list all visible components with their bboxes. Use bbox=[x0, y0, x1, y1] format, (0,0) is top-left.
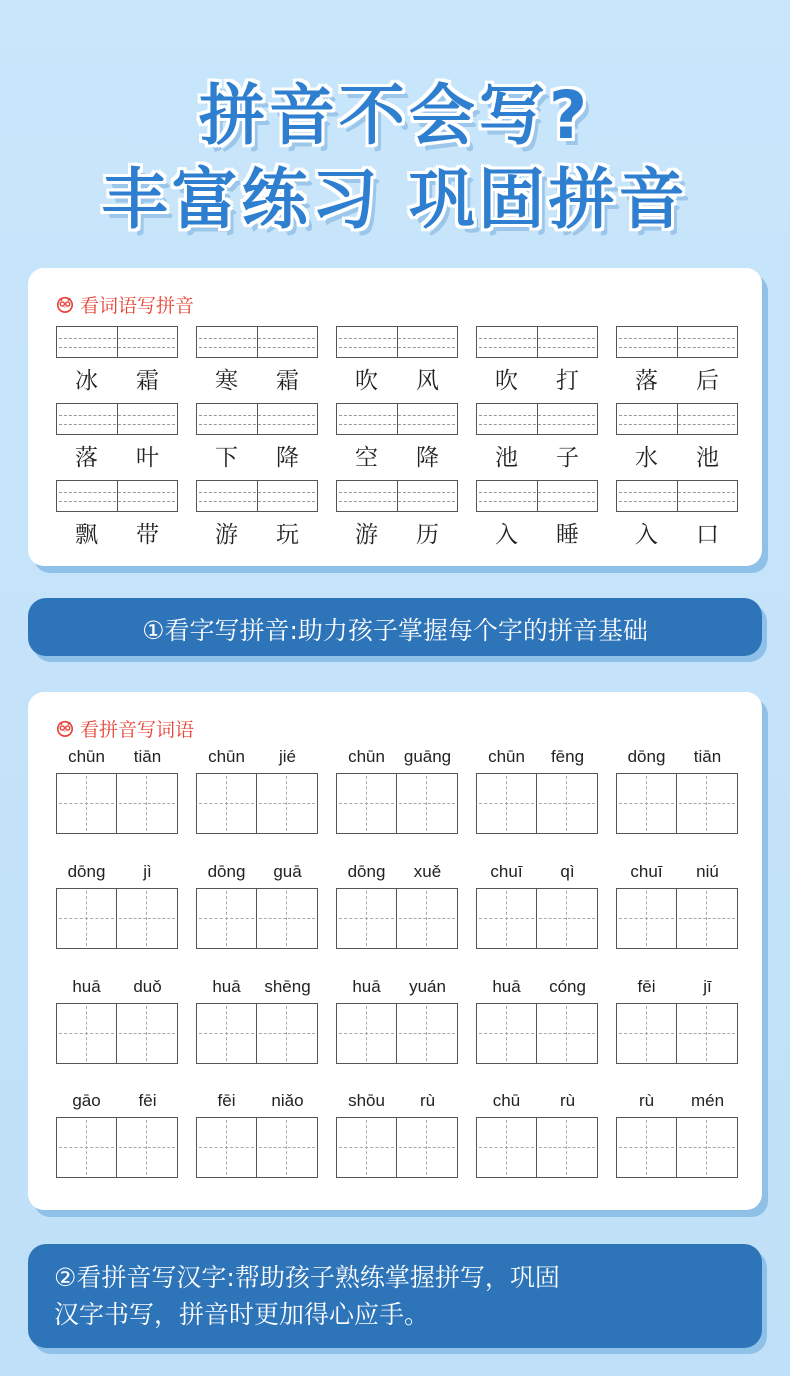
tianzige-writing-box[interactable] bbox=[476, 1003, 537, 1064]
tianzige-writing-box[interactable] bbox=[677, 773, 738, 834]
hanzi-character: 落 bbox=[635, 368, 658, 394]
hanzi-character: 霜 bbox=[276, 368, 299, 394]
pinyin-label: chūn bbox=[488, 747, 525, 766]
tianzige-writing-box[interactable] bbox=[117, 888, 178, 949]
tianzige-writing-box[interactable] bbox=[117, 1003, 178, 1064]
pinyin-label: duǒ bbox=[133, 977, 162, 996]
tianzige-writing-box[interactable] bbox=[616, 1117, 677, 1178]
owl-icon bbox=[56, 719, 74, 737]
tianzige-writing-box[interactable] bbox=[397, 1117, 458, 1178]
pinyin-label: mén bbox=[690, 1091, 725, 1110]
tianzige-writing-box[interactable] bbox=[336, 773, 397, 834]
pinyin-label: xuě bbox=[413, 862, 442, 881]
hanzi-character: 游 bbox=[215, 522, 238, 548]
tianzige-writing-box[interactable] bbox=[476, 1117, 537, 1178]
hanzi-character: 口 bbox=[696, 522, 719, 548]
pinyin-label: huā bbox=[72, 977, 101, 996]
hanzi-character: 降 bbox=[276, 445, 299, 471]
pinyin-label: dōng bbox=[67, 862, 106, 881]
hanzi-character: 玩 bbox=[276, 522, 299, 548]
pinyin-label: chuī bbox=[490, 862, 523, 881]
tianzige-writing-box[interactable] bbox=[117, 1117, 178, 1178]
tianzige-writing-box[interactable] bbox=[537, 1003, 598, 1064]
hanzi-character: 池 bbox=[495, 445, 518, 471]
pinyin-label: chūn bbox=[208, 747, 245, 766]
pinyin-label: shēng bbox=[264, 977, 311, 996]
pinyin-label: dōng bbox=[627, 747, 666, 766]
hanzi-character: 冰 bbox=[75, 368, 98, 394]
hanzi-character: 落 bbox=[75, 445, 98, 471]
pinyin-label: chū bbox=[492, 1091, 521, 1110]
look-word-write-pinyin-card bbox=[28, 268, 762, 566]
pinyin-label: niǎo bbox=[271, 1091, 304, 1110]
pinyin-label: fēng bbox=[550, 747, 585, 766]
tianzige-writing-box[interactable] bbox=[397, 1003, 458, 1064]
hanzi-character: 吹 bbox=[355, 368, 378, 394]
tianzige-writing-box[interactable] bbox=[56, 1003, 117, 1064]
pinyin-label: dōng bbox=[207, 862, 246, 881]
hanzi-character: 游 bbox=[355, 522, 378, 548]
tianzige-writing-box[interactable] bbox=[476, 773, 537, 834]
hanzi-character: 寒 bbox=[215, 368, 238, 394]
tianzige-writing-box[interactable] bbox=[677, 1003, 738, 1064]
hanzi-character: 叶 bbox=[136, 445, 159, 471]
tianzige-writing-box[interactable] bbox=[677, 1117, 738, 1178]
hanzi-character: 后 bbox=[696, 368, 719, 394]
pinyin-label: rù bbox=[559, 1091, 576, 1110]
pinyin-writing-box[interactable] bbox=[56, 403, 178, 435]
hanzi-character: 池 bbox=[696, 445, 719, 471]
tianzige-writing-box[interactable] bbox=[336, 888, 397, 949]
section-title-text: 看拼音写词语 bbox=[80, 718, 195, 741]
tianzige-writing-box[interactable] bbox=[257, 1117, 318, 1178]
pinyin-label: huā bbox=[352, 977, 381, 996]
hanzi-character: 睡 bbox=[556, 522, 579, 548]
tianzige-writing-box[interactable] bbox=[196, 1117, 257, 1178]
tianzige-writing-box[interactable] bbox=[56, 773, 117, 834]
banner-text bbox=[54, 1259, 560, 1333]
tianzige-writing-box[interactable] bbox=[56, 888, 117, 949]
pinyin-label: dōng bbox=[347, 862, 386, 881]
pinyin-label: qì bbox=[560, 862, 575, 881]
tianzige-writing-box[interactable] bbox=[537, 1117, 598, 1178]
pinyin-writing-box[interactable] bbox=[56, 326, 178, 358]
tianzige-writing-box[interactable] bbox=[677, 888, 738, 949]
tianzige-writing-box[interactable] bbox=[336, 1003, 397, 1064]
hanzi-character: 入 bbox=[495, 522, 518, 548]
tianzige-writing-box[interactable] bbox=[616, 773, 677, 834]
pinyin-label: shōu bbox=[348, 1091, 385, 1110]
pinyin-writing-box[interactable] bbox=[336, 480, 458, 512]
hanzi-character: 入 bbox=[635, 522, 658, 548]
pinyin-label: niú bbox=[696, 862, 719, 881]
tianzige-writing-box[interactable] bbox=[117, 773, 178, 834]
hanzi-character: 吹 bbox=[495, 368, 518, 394]
pinyin-label: tiān bbox=[133, 747, 162, 766]
pinyin-label: gāo bbox=[72, 1091, 101, 1110]
pinyin-writing-box[interactable] bbox=[196, 326, 318, 358]
hanzi-character: 霜 bbox=[136, 368, 159, 394]
pinyin-label: fēi bbox=[637, 977, 656, 996]
pinyin-label: rù bbox=[638, 1091, 655, 1110]
pinyin-label: guāng bbox=[403, 747, 452, 766]
section-title bbox=[56, 292, 194, 316]
pinyin-writing-box[interactable] bbox=[336, 403, 458, 435]
pinyin-label: jié bbox=[278, 747, 296, 766]
pinyin-writing-box[interactable] bbox=[56, 480, 178, 512]
hanzi-character: 空 bbox=[355, 445, 378, 471]
pinyin-label: fēi bbox=[217, 1091, 236, 1110]
tianzige-writing-box[interactable] bbox=[257, 773, 318, 834]
headline-line-2: 丰富练习 巩固拼音 bbox=[101, 161, 689, 238]
pinyin-label: cóng bbox=[549, 977, 586, 996]
pinyin-writing-box[interactable] bbox=[196, 480, 318, 512]
tianzige-writing-box[interactable] bbox=[257, 1003, 318, 1064]
feature-banner-2 bbox=[28, 1244, 762, 1348]
hanzi-character: 下 bbox=[215, 445, 238, 471]
pinyin-writing-box[interactable] bbox=[616, 403, 738, 435]
tianzige-writing-box[interactable] bbox=[616, 888, 677, 949]
tianzige-writing-box[interactable] bbox=[616, 1003, 677, 1064]
banner-text: ①看字写拼音:助力孩子掌握每个字的拼音基础 bbox=[142, 616, 648, 645]
hanzi-character: 水 bbox=[635, 445, 658, 471]
tianzige-writing-box[interactable] bbox=[537, 773, 598, 834]
pinyin-writing-box[interactable] bbox=[616, 326, 738, 358]
tianzige-writing-box[interactable] bbox=[257, 888, 318, 949]
tianzige-writing-box[interactable] bbox=[196, 773, 257, 834]
tianzige-writing-box[interactable] bbox=[56, 1117, 117, 1178]
tianzige-writing-box[interactable] bbox=[537, 888, 598, 949]
feature-banner-1 bbox=[28, 598, 762, 656]
pinyin-writing-box[interactable] bbox=[476, 480, 598, 512]
hanzi-character: 风 bbox=[416, 368, 439, 394]
banner-line-2: 汉字书写，拼音时更加得心应手。 bbox=[54, 1300, 430, 1329]
owl-icon bbox=[56, 295, 74, 313]
pinyin-writing-box[interactable] bbox=[196, 403, 318, 435]
pinyin-label: jī bbox=[703, 977, 712, 996]
pinyin-label: chuī bbox=[630, 862, 663, 881]
pinyin-label: yuán bbox=[409, 977, 446, 996]
hanzi-character: 子 bbox=[556, 445, 579, 471]
pinyin-writing-box[interactable] bbox=[476, 326, 598, 358]
pinyin-label: guā bbox=[273, 862, 302, 881]
pinyin-label: huā bbox=[492, 977, 521, 996]
hanzi-character: 降 bbox=[416, 445, 439, 471]
tianzige-writing-box[interactable] bbox=[196, 888, 257, 949]
tianzige-writing-box[interactable] bbox=[476, 888, 537, 949]
section-title-text: 看词语写拼音 bbox=[80, 294, 195, 317]
hanzi-character: 历 bbox=[416, 522, 439, 548]
pinyin-label: huā bbox=[212, 977, 241, 996]
tianzige-writing-box[interactable] bbox=[196, 1003, 257, 1064]
tianzige-writing-box[interactable] bbox=[397, 773, 458, 834]
hanzi-character: 飘 bbox=[75, 522, 98, 548]
look-pinyin-write-word-card bbox=[28, 692, 762, 1210]
headline-line-1: 拼音不会写? bbox=[198, 77, 592, 154]
pinyin-label: fēi bbox=[138, 1091, 157, 1110]
hanzi-character: 打 bbox=[556, 368, 579, 394]
pinyin-writing-box[interactable] bbox=[616, 480, 738, 512]
pinyin-writing-box[interactable] bbox=[476, 403, 598, 435]
hanzi-character: 带 bbox=[136, 522, 159, 548]
tianzige-writing-box[interactable] bbox=[397, 888, 458, 949]
pinyin-label: rù bbox=[419, 1091, 436, 1110]
pinyin-label: chūn bbox=[348, 747, 385, 766]
banner-line-1: ②看拼音写汉字:帮助孩子熟练掌握拼写，巩固 bbox=[54, 1263, 560, 1292]
section-title bbox=[56, 716, 194, 740]
pinyin-label: tiān bbox=[693, 747, 722, 766]
pinyin-label: jì bbox=[143, 862, 152, 881]
tianzige-writing-box[interactable] bbox=[336, 1117, 397, 1178]
pinyin-label: chūn bbox=[68, 747, 105, 766]
pinyin-writing-box[interactable] bbox=[336, 326, 458, 358]
